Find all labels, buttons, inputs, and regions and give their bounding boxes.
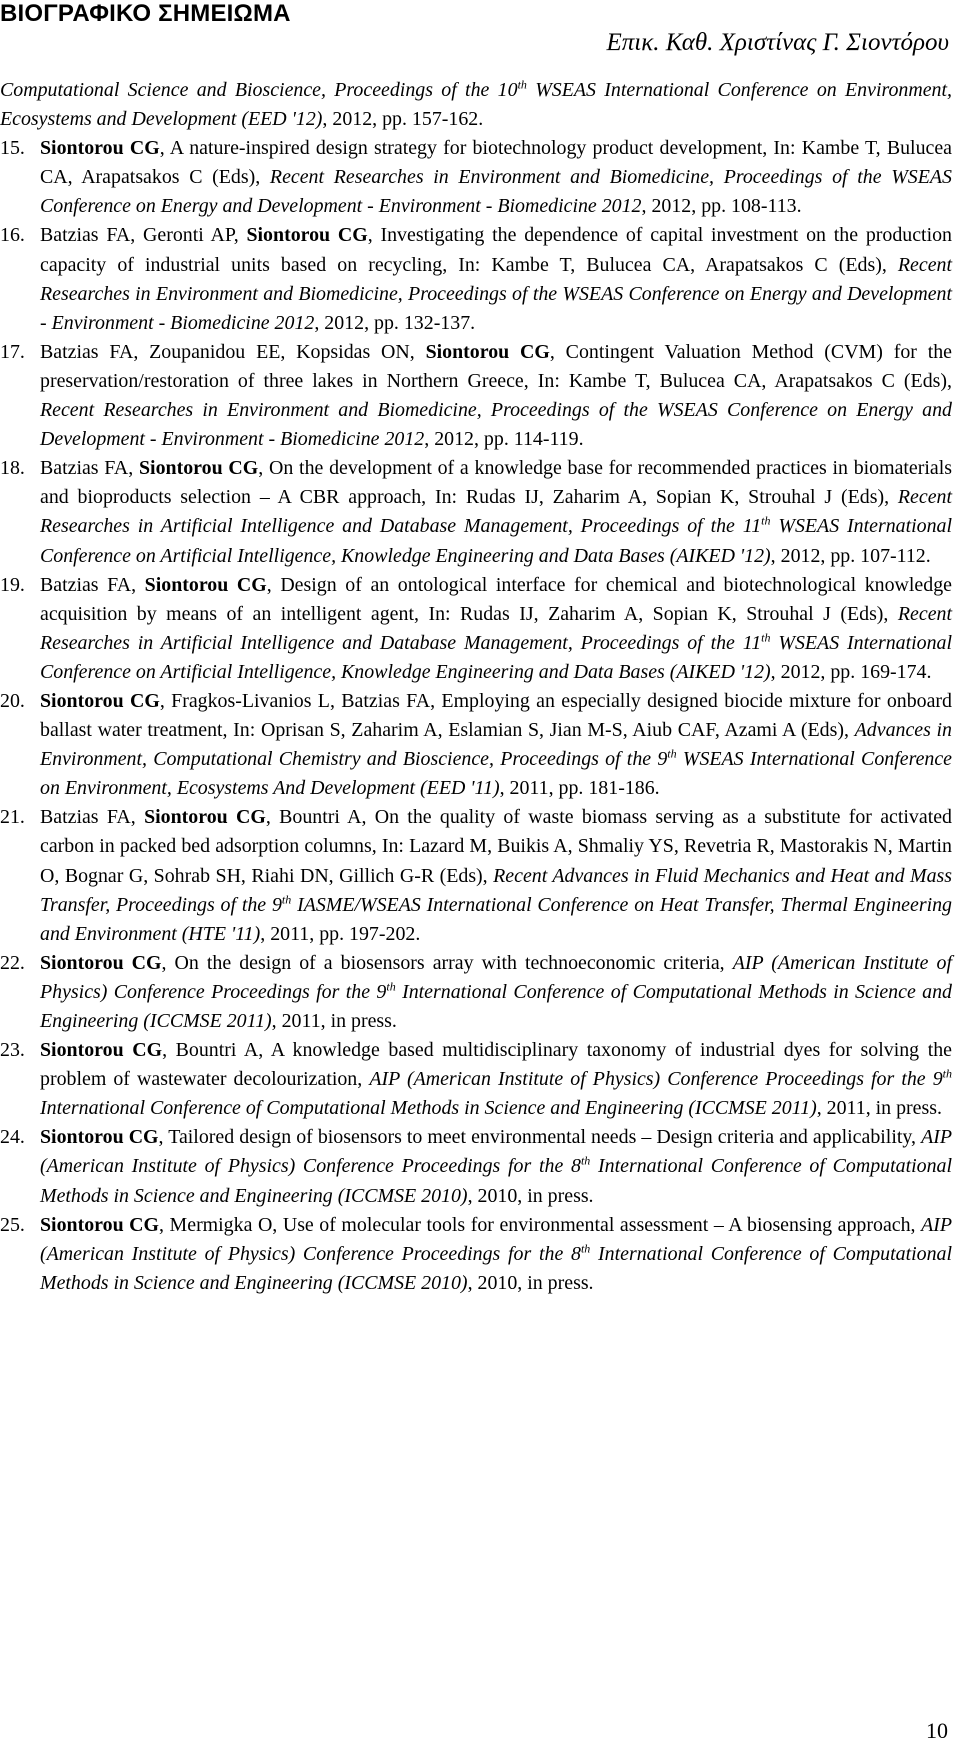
publication-number: 22. [0, 951, 25, 974]
publication-number: 25. [0, 1213, 25, 1236]
publication-item-16: 16. Batzias FA, Geronti AP, Siontorou CG, Investigating the dependence of capital investment on the production capacity of industrial units based on recycling, In: Kambe T, Bulucea CA, Arapatsakos C (Eds), Recent Researches in Environment and Biomedicine, Proceedings of the WSEAS Conference on Energy and Development - Environment - Biomedicine 2012, 2012, pp. 132-137. [0, 221, 952, 337]
author-highlight: Siontorou CG [40, 689, 160, 712]
publication-item-24: 24. Siontorou CG, Tailored design of biosensors to meet environmental needs – Design criteria and applicability, AIP (American Institute of Physics) Conference Proceedings for the 8th International Conference of Computational Methods in Science and Engineering (ICCMSE 2010), 2010, in press. [0, 1123, 952, 1210]
page-title: ΒΙΟΓΡΑΦΙΚΟ ΣΗΜΕΙΩΜΑ [0, 0, 291, 27]
publication-item-20: 20. Siontorou CG, Fragkos-Livanios L, Batzias FA, Employing an especially designed biocide mixture for onboard ballast water treatment, In: Oprisan S, Zaharim A, Eslamian S, Jian M-S, Aiub CAF, Azami A (Eds), Advances in Environment, Computational Chemistry and Bioscience, Proceedings of the 9th WSEAS International Conference on Environment, Ecosystems And Development (EED '11), 2011, pp. 181-186. [0, 687, 952, 803]
publication-number: 18. [0, 457, 25, 480]
publication-item-15: 15. Siontorou CG, A nature-inspired design strategy for biotechnology product development, In: Kambe T, Bulucea CA, Arapatsakos C (Eds), Recent Researches in Environment and Biomedicine, Proceedings of the WSEAS Conference on Energy and Development - Environment - Biomedicine 2012, 2012, pp. 108-113. [0, 134, 952, 221]
author-highlight: Siontorou CG [139, 457, 259, 480]
author-highlight: Siontorou CG [40, 137, 160, 160]
publication-number: 23. [0, 1039, 25, 1062]
publication-number: 16. [0, 224, 25, 247]
author-highlight: Siontorou CG [425, 340, 550, 363]
publication-item-17: 17. Batzias FA, Zoupanidou EE, Kopsidas ON, Siontorou CG, Contingent Valuation Method (CVM) for the preservation/restoration of three lakes in Northern Greece, In: Kambe T, Bulucea CA, Arapatsakos C (Eds), Recent Researches in Environment and Biomedicine, Proceedings of the WSEAS Conference on Energy and Development - Environment - Biomedicine 2012, 2012, pp. 114-119. [0, 338, 952, 454]
author-highlight: Siontorou CG [40, 1126, 159, 1149]
publication-item-21: 21. Batzias FA, Siontorou CG, Bountri A, On the quality of waste biomass serving as a substitute for activated carbon in packed bed adsorption columns, In: Lazard M, Buikis A, Shmaliy YS, Revetria R, Mastorakis N, Martin O, Bognar G, Sohrab SH, Riahi DN, Gillich G-R (Eds), Recent Advances in Fluid Mechanics and Heat and Mass Transfer, Proceedings of the 9th IASME/WSEAS International Conference on Heat Transfer, Thermal Engineering and Environment (HTE '11), 2011, pp. 197-202. [0, 803, 952, 948]
publication-number: 17. [0, 340, 25, 363]
author-highlight: Siontorou CG [40, 1213, 160, 1236]
publication-list [0, 76, 952, 1298]
publication-item-19: 19. Batzias FA, Siontorou CG, Design of an ontological interface for chemical and biotechnological knowledge acquisition by means of an intelligent agent, In: Rudas IJ, Zaharim A, Sopian K, Strouhal J (Eds), Recent Researches in Artificial Intelligence and Database Management, Proceedings of the 11th WSEAS International Conference on Artificial Intelligence, Knowledge Engineering and Data Bases (AIKED '12), 2012, pp. 169-174. [0, 571, 952, 687]
publication-number: 19. [0, 573, 25, 596]
publication-number: 24. [0, 1126, 25, 1149]
author-highlight: Siontorou CG [144, 806, 266, 829]
publication-item-25: 25. Siontorou CG, Mermigka O, Use of molecular tools for environmental assessment – A biosensing approach, AIP (American Institute of Physics) Conference Proceedings for the 8th International Conference of Computational Methods in Science and Engineering (ICCMSE 2010), 2010, in press. [0, 1211, 952, 1298]
publication-continuation: Computational Science and Bioscience, Proceedings of the 10th WSEAS International Conference on Environment, Ecosystems and Development (EED '12), 2012, pp. 157-162. [0, 77, 952, 131]
author-highlight: Siontorou CG [144, 573, 267, 596]
publication-number: 15. [0, 137, 25, 160]
author-highlight: Siontorou CG [246, 224, 368, 247]
publication-number: 20. [0, 689, 25, 712]
page-author: Επικ. Καθ. Χριστίνας Γ. Σιοντόρου [606, 29, 949, 56]
author-highlight: Siontorou CG [40, 951, 162, 974]
author-highlight: Siontorou CG [40, 1039, 163, 1062]
publication-item-23: 23. Siontorou CG, Bountri A, A knowledge based multidisciplinary taxonomy of industrial dyes for solving the problem of wastewater decolourization, AIP (American Institute of Physics) Conference Proceedings for the 9th International Conference of Computational Methods in Science and Engineering (ICCMSE 2011), 2011, in press. [0, 1036, 952, 1123]
publication-item-18: 18. Batzias FA, Siontorou CG, On the development of a knowledge base for recommended practices in biomaterials and bioproducts selection – A CBR approach, In: Rudas IJ, Zaharim A, Sopian K, Strouhal J (Eds), Recent Researches in Artificial Intelligence and Database Management, Proceedings of the 11th WSEAS International Conference on Artificial Intelligence, Knowledge Engineering and Data Bases (AIKED '12), 2012, pp. 107-112. [0, 454, 952, 570]
publication-item-22: 22. Siontorou CG, On the design of a biosensors array with technoeconomic criteria, AIP (American Institute of Physics) Conference Proceedings for the 9th International Conference of Computational Methods in Science and Engineering (ICCMSE 2011), 2011, in press. [0, 949, 952, 1036]
publication-number: 21. [0, 806, 25, 829]
page-number: 10 [926, 1718, 948, 1743]
